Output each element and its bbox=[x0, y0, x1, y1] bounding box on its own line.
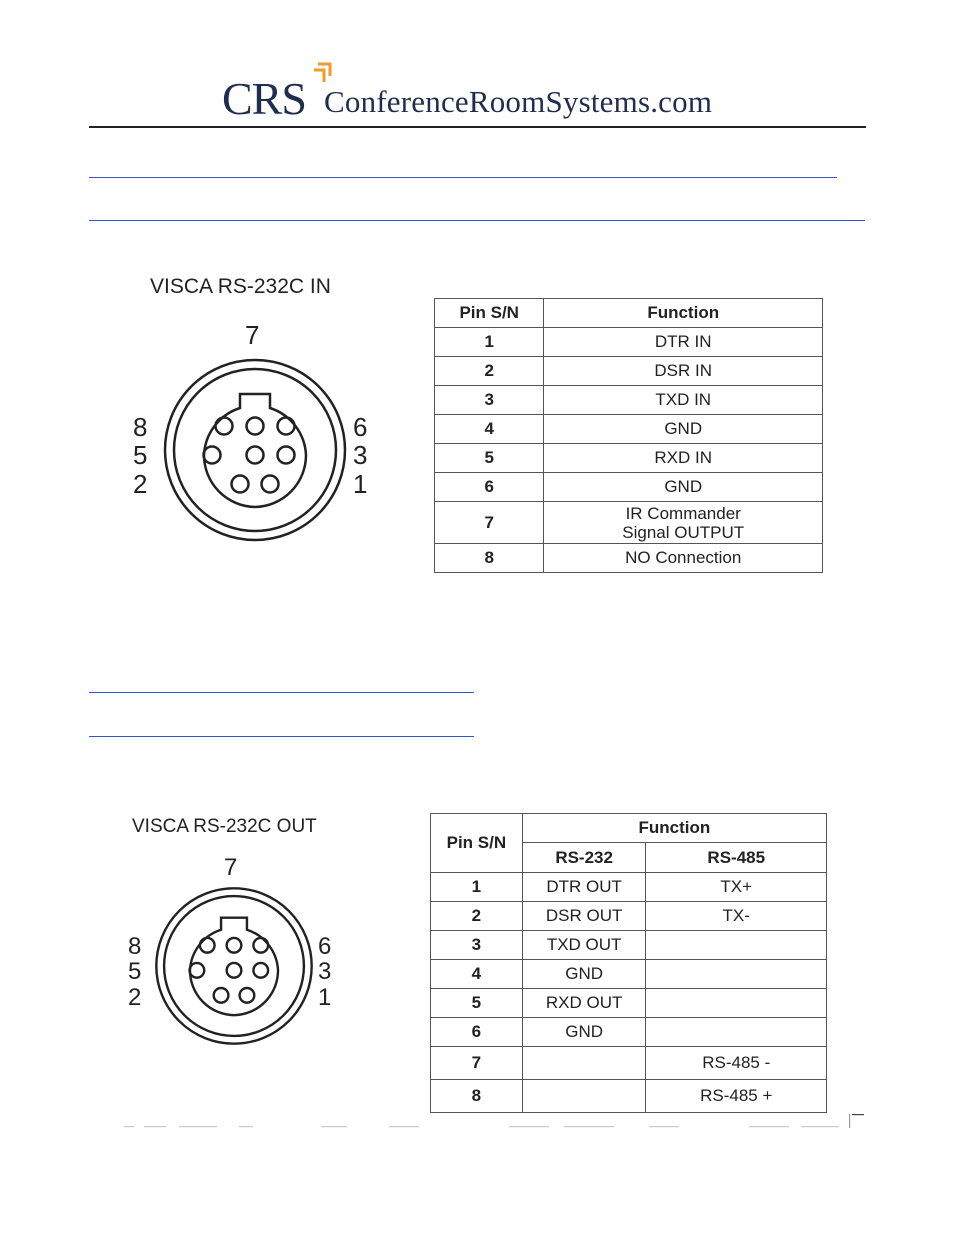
table-row bbox=[435, 386, 823, 415]
table-row bbox=[431, 902, 827, 931]
pin-number: 4 bbox=[431, 960, 523, 989]
rs485-function bbox=[646, 989, 827, 1018]
pin-number: 2 bbox=[431, 902, 523, 931]
pin-number: 3 bbox=[435, 386, 544, 415]
pin-function: TXD IN bbox=[544, 386, 823, 415]
table-row bbox=[431, 873, 827, 902]
rs232-function bbox=[522, 1080, 646, 1113]
pin-number: 8 bbox=[431, 1080, 523, 1113]
pin-label: 5 bbox=[128, 958, 142, 985]
pin-number: 3 bbox=[431, 931, 523, 960]
rs485-function: RS-485 + bbox=[646, 1080, 827, 1113]
pin-label: 6 bbox=[318, 933, 332, 960]
pin-number: 4 bbox=[435, 415, 544, 444]
rs232-function: DTR OUT bbox=[522, 873, 646, 902]
pin-number: 6 bbox=[435, 473, 544, 502]
footer-strip bbox=[89, 1114, 865, 1130]
pin-label-top: 7 bbox=[224, 854, 238, 881]
mini-din-8-connector-in bbox=[160, 355, 350, 545]
rs232-function: RXD OUT bbox=[522, 989, 646, 1018]
pin-number: 6 bbox=[431, 1018, 523, 1047]
pin-number: 7 bbox=[435, 502, 544, 544]
pin-label: 6 bbox=[353, 412, 368, 442]
pin-function: DSR IN bbox=[544, 357, 823, 386]
table-row bbox=[435, 328, 823, 357]
rs232-function bbox=[522, 1047, 646, 1080]
rs485-function bbox=[646, 931, 827, 960]
pin-label: 1 bbox=[318, 984, 332, 1011]
table-row bbox=[431, 1047, 827, 1080]
column-header: Pin S/N bbox=[431, 814, 523, 873]
rs485-function: RS-485 - bbox=[646, 1047, 827, 1080]
link-underline[interactable] bbox=[89, 177, 837, 178]
pin-function: DTR IN bbox=[544, 328, 823, 357]
link-underline[interactable] bbox=[89, 736, 474, 737]
column-header: Function bbox=[522, 814, 826, 843]
company-logo bbox=[222, 60, 742, 124]
pin-label: 2 bbox=[133, 469, 148, 499]
pin-function: NO Connection bbox=[544, 544, 823, 573]
pin-function: IR Commander Signal OUTPUT bbox=[544, 502, 823, 544]
table-row bbox=[435, 473, 823, 502]
table-row bbox=[431, 1018, 827, 1047]
pin-number: 1 bbox=[431, 873, 523, 902]
logo-mark: CRS bbox=[222, 73, 306, 124]
table-row bbox=[435, 415, 823, 444]
table-row bbox=[435, 502, 823, 544]
table-row bbox=[435, 444, 823, 473]
pin-label: 2 bbox=[128, 984, 142, 1011]
pin-label: 5 bbox=[133, 440, 148, 470]
diagram-title: VISCA RS-232C OUT bbox=[132, 816, 317, 837]
pin-label: 3 bbox=[353, 440, 368, 470]
table-row bbox=[435, 357, 823, 386]
pin-function-table-out bbox=[430, 813, 827, 1113]
column-header: Pin S/N bbox=[435, 299, 544, 328]
pin-function: GND bbox=[544, 473, 823, 502]
pin-label: 8 bbox=[133, 412, 148, 442]
pin-label: 3 bbox=[318, 958, 332, 985]
pin-number: 1 bbox=[435, 328, 544, 357]
mini-din-8-connector-out bbox=[152, 884, 316, 1048]
pin-number: 2 bbox=[435, 357, 544, 386]
header-rule bbox=[89, 126, 866, 128]
pin-number: 5 bbox=[431, 989, 523, 1018]
rs485-function bbox=[646, 1018, 827, 1047]
diagram-title: VISCA RS-232C IN bbox=[150, 275, 331, 298]
rs232-function: DSR OUT bbox=[522, 902, 646, 931]
rs485-function bbox=[646, 960, 827, 989]
column-subheader: RS-485 bbox=[646, 843, 827, 873]
pin-label: 8 bbox=[128, 933, 142, 960]
pin-number: 8 bbox=[435, 544, 544, 573]
table-row bbox=[431, 960, 827, 989]
rs485-function: TX+ bbox=[646, 873, 827, 902]
column-header: Function bbox=[544, 299, 823, 328]
rs232-function: GND bbox=[522, 1018, 646, 1047]
pin-function-table-in bbox=[434, 298, 823, 573]
logo-bracket-icon bbox=[310, 62, 332, 84]
link-underline[interactable] bbox=[89, 220, 865, 221]
pin-number: 7 bbox=[431, 1047, 523, 1080]
pin-function: RXD IN bbox=[544, 444, 823, 473]
logo-site-name: ConferenceRoomSystems.com bbox=[324, 84, 713, 119]
table-row bbox=[431, 931, 827, 960]
column-subheader: RS-232 bbox=[522, 843, 646, 873]
table-row bbox=[431, 1080, 827, 1113]
pin-function: GND bbox=[544, 415, 823, 444]
pin-label-top: 7 bbox=[245, 320, 260, 350]
rs232-function: GND bbox=[522, 960, 646, 989]
table-row bbox=[431, 989, 827, 1018]
rs232-function: TXD OUT bbox=[522, 931, 646, 960]
pin-label: 1 bbox=[353, 469, 368, 499]
pin-number: 5 bbox=[435, 444, 544, 473]
rs485-function: TX- bbox=[646, 902, 827, 931]
table-row bbox=[435, 544, 823, 573]
link-underline[interactable] bbox=[89, 692, 474, 693]
